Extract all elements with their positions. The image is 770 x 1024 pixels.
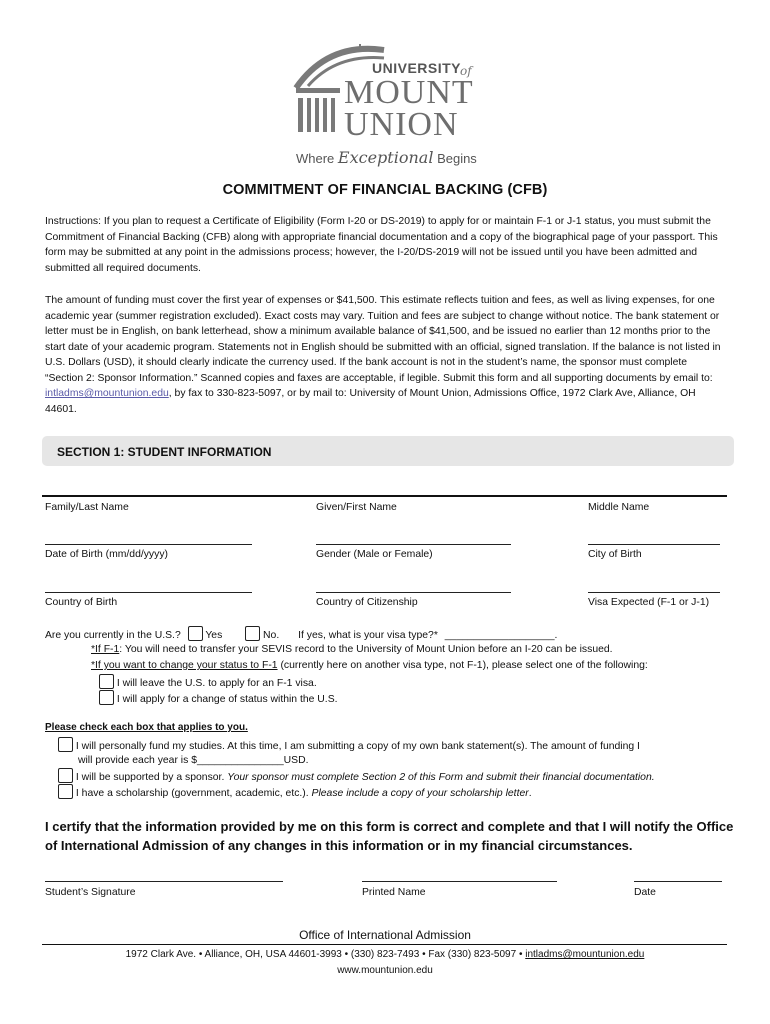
us-question-label: Are you currently in the U.S.?: [45, 630, 181, 641]
tag-where: Where: [296, 151, 335, 166]
printed-name-input-line[interactable]: [362, 881, 557, 882]
footer-divider: [42, 944, 727, 945]
leave-us-label: I will leave the U.S. to apply for an F-1 visa.: [116, 678, 317, 689]
label-date: Date: [634, 887, 656, 898]
logo-of: of: [460, 64, 472, 78]
signature-input-line[interactable]: [45, 881, 283, 882]
label-country-birth: Country of Birth: [45, 597, 118, 608]
label-middle-name: Middle Name: [588, 502, 650, 513]
yes-label: Yes: [205, 630, 223, 641]
label-printed-name: Printed Name: [362, 887, 426, 898]
footer-website[interactable]: www.mountunion.edu: [337, 965, 433, 976]
scholarship-end: .: [528, 788, 532, 799]
label-country-citizenship: Country of Citizenship: [316, 597, 418, 608]
funding-text: The amount of funding must cover the first year of expenses or $41,500. This estimate reflects tuition and fees, as well as living expenses, for one academic year (summer registration excluded). Exact costs may vary. Tuition and fees are subject to change without notice. The bank statement or letter must be in English, on bank letterhead, show a minimum available balance of $41,500, and be issued no earlier than 12 months prior to the start date of your academic program. Statements not in English should be submitted with an official, signed translation. If the balance is not listed in U.S. Dollars (USD), it should clearly indicate the currency used. If the bank account is not in the student’s name, the sponsor must complete “Section 2: Sponsor Information.” Scanned copies and faxes are acceptable, if legible. Submit this form and all supporting documents by email to:: [45, 295, 721, 384]
visa-expected-input-line[interactable]: [588, 592, 720, 593]
change-note-prefix: *If you want to change your status to F-1: [91, 660, 278, 671]
f1-note-text: : You will need to transfer your SEVIS record to the University of Mount Union before an I-20 can be issued.: [119, 644, 613, 655]
date-input-line[interactable]: [634, 881, 722, 882]
check-heading: Please check each box that applies to you.: [45, 722, 248, 733]
visa-type-question: If yes, what is your visa type?*: [298, 630, 438, 641]
scholarship-option: [58, 784, 532, 802]
gender-input-line[interactable]: [316, 544, 511, 545]
dob-input-line[interactable]: [45, 544, 252, 545]
visa-type-input[interactable]: ___________________.: [444, 630, 558, 641]
footer-email-link[interactable]: intladms@mountunion.edu: [525, 949, 645, 960]
instructions-paragraph: Instructions: If you plan to request a Certificate of Eligibility (Form I-20 or DS-2019) to apply for or maintain F-1 or J-1 status, you must submit the Commitment of Financial Backing (CFB) along with appropriate financial documentation and a copy of the biographical page of your passport. This form may be submitted at any point in the admissions process; however, the I-20/DS-2019 will not be issued until you have been admitted and submitted all required documents.: [45, 216, 718, 274]
tag-begins: Begins: [437, 151, 477, 166]
section-1-title: SECTION 1: STUDENT INFORMATION: [57, 445, 272, 459]
label-dob: Date of Birth (mm/dd/yyyy): [45, 549, 168, 560]
divider: [42, 495, 727, 497]
logo-tagline: [296, 148, 477, 167]
footer-address-text: 1972 Clark Ave. • Alliance, OH, USA 44601-3993 • (330) 823-7493 • Fax (330) 823-5097 •: [125, 949, 526, 960]
label-gender: Gender (Male or Female): [316, 549, 433, 560]
certification-statement: I certify that the information provided by me on this form is correct and complete and that I will notify the Office of International Admission of any changes in this information or in my financial circumstances.: [45, 819, 734, 853]
country-cit-input-line[interactable]: [316, 592, 511, 593]
scholarship-label: I have a scholarship (government, academic, etc.).: [75, 788, 312, 799]
page-title: COMMITMENT OF FINANCIAL BACKING (CFB): [222, 182, 548, 198]
change-status-label: I will apply for a change of status within the U.S.: [116, 694, 338, 705]
funding-paragraph: [45, 293, 727, 417]
section-1-header: [42, 436, 734, 466]
scholarship-checkbox[interactable]: [58, 784, 73, 799]
tag-exceptional: Exceptional: [337, 148, 434, 167]
no-label: No.: [263, 630, 280, 641]
fund-self-checkbox[interactable]: [58, 737, 73, 752]
fund-sponsor-note: Your sponsor must complete Section 2 of this Form and submit their financial documentation.: [227, 772, 655, 783]
label-city-birth: City of Birth: [588, 549, 642, 560]
scholarship-note: Please include a copy of your scholarship letter: [311, 788, 529, 799]
f1-note: [91, 642, 613, 658]
fund-sponsor-checkbox[interactable]: [58, 768, 73, 783]
email-link[interactable]: intladms@mountunion.edu: [45, 388, 169, 399]
footer-office: Office of International Admission: [299, 928, 471, 942]
fund-self-label: I will personally fund my studies. At this time, I am submitting a copy of my own bank statement(s). The amount of funding I: [75, 741, 640, 752]
label-signature: Student’s Signature: [45, 887, 136, 898]
funding-text-end: , by fax to 330-823-5097, or by mail to: University of Mount Union, Admissions Office, 1972 Clark Ave, Alliance, OH 44601.: [45, 388, 696, 415]
logo-mount: MOUNT: [344, 74, 474, 111]
no-checkbox[interactable]: [245, 626, 260, 641]
country-birth-input-line[interactable]: [45, 592, 252, 593]
label-visa-expected: Visa Expected (F-1 or J-1): [588, 597, 710, 608]
f1-note-prefix: *If F-1: [91, 644, 120, 655]
university-logo: [288, 44, 488, 172]
label-given-name: Given/First Name: [316, 502, 397, 513]
fund-amount-line[interactable]: will provide each year is $_______________USD.: [78, 755, 309, 766]
change-note-text: (currently here on another visa type, not F-1), please select one of the following:: [277, 660, 648, 671]
logo-union: UNION: [344, 106, 459, 143]
label-family-name: Family/Last Name: [45, 502, 129, 513]
change-status-checkbox[interactable]: [99, 690, 114, 705]
city-input-line[interactable]: [588, 544, 720, 545]
fund-sponsor-label: I will be supported by a sponsor.: [75, 772, 228, 783]
change-status-note: [91, 658, 648, 674]
logo-university: UNIVERSITY: [372, 60, 462, 76]
footer-address: [0, 949, 770, 960]
leave-us-checkbox[interactable]: [99, 674, 114, 689]
yes-checkbox[interactable]: [188, 626, 203, 641]
change-status-option: [99, 690, 338, 708]
